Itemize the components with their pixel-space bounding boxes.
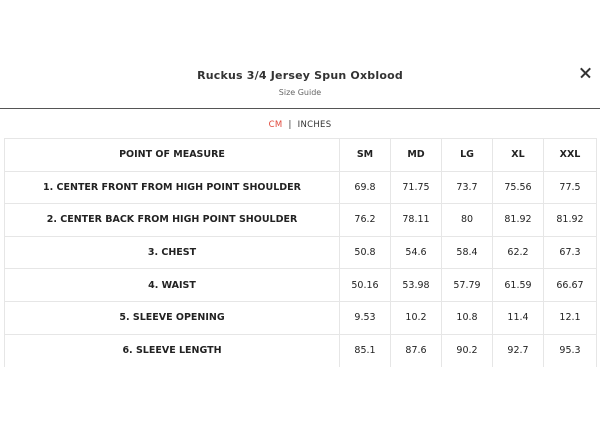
modal-header	[0, 0, 600, 109]
measure-value: 87.6	[391, 334, 442, 367]
measure-value: 67.3	[544, 236, 597, 269]
table-row	[5, 204, 597, 237]
close-icon[interactable]	[576, 64, 594, 82]
header-size-sm: SM	[340, 139, 391, 172]
measure-value: 12.1	[544, 301, 597, 334]
measure-value: 10.8	[442, 301, 493, 334]
measure-value: 50.16	[340, 269, 391, 302]
measure-value: 11.4	[493, 301, 544, 334]
header-size-xxl: XXL	[544, 139, 597, 172]
measure-value: 81.92	[493, 204, 544, 237]
table-row	[5, 269, 597, 302]
measure-value: 95.3	[544, 334, 597, 367]
table-header-row	[5, 139, 597, 172]
unit-separator: |	[288, 120, 292, 130]
measure-value: 66.67	[544, 269, 597, 302]
measure-value: 54.6	[391, 236, 442, 269]
measure-label: 4. WAIST	[5, 269, 340, 302]
measure-value: 81.92	[544, 204, 597, 237]
measure-value: 92.7	[493, 334, 544, 367]
table-row	[5, 236, 597, 269]
measure-value: 9.53	[340, 301, 391, 334]
unit-toggle	[0, 120, 600, 130]
measure-value: 71.75	[391, 171, 442, 204]
measure-value: 75.56	[493, 171, 544, 204]
measure-value: 62.2	[493, 236, 544, 269]
measure-label: 3. CHEST	[5, 236, 340, 269]
table-row	[5, 301, 597, 334]
measure-label: 5. SLEEVE OPENING	[5, 301, 340, 334]
modal-title: Ruckus 3/4 Jersey Spun Oxblood	[197, 69, 403, 82]
measure-label: 2. CENTER BACK FROM HIGH POINT SHOULDER	[5, 204, 340, 237]
measure-label: 1. CENTER FRONT FROM HIGH POINT SHOULDER	[5, 171, 340, 204]
header-size-md: MD	[391, 139, 442, 172]
measure-value: 53.98	[391, 269, 442, 302]
measure-value: 77.5	[544, 171, 597, 204]
measure-value: 61.59	[493, 269, 544, 302]
modal-subtitle: Size Guide	[278, 88, 322, 97]
measure-value: 90.2	[442, 334, 493, 367]
header-size-xl: XL	[493, 139, 544, 172]
table-row	[5, 171, 597, 204]
unit-cm-button[interactable]: CM	[268, 120, 283, 130]
size-guide-table	[4, 138, 597, 367]
measure-value: 69.8	[340, 171, 391, 204]
measure-value: 78.11	[391, 204, 442, 237]
table-row	[5, 334, 597, 367]
measure-value: 57.79	[442, 269, 493, 302]
measure-value: 73.7	[442, 171, 493, 204]
measure-label: 6. SLEEVE LENGTH	[5, 334, 340, 367]
measure-value: 80	[442, 204, 493, 237]
header-size-lg: LG	[442, 139, 493, 172]
unit-inches-button[interactable]: INCHES	[297, 120, 332, 130]
measure-value: 85.1	[340, 334, 391, 367]
measure-value: 10.2	[391, 301, 442, 334]
measure-value: 76.2	[340, 204, 391, 237]
header-point-of-measure: POINT OF MEASURE	[5, 139, 340, 172]
measure-value: 58.4	[442, 236, 493, 269]
measure-value: 50.8	[340, 236, 391, 269]
